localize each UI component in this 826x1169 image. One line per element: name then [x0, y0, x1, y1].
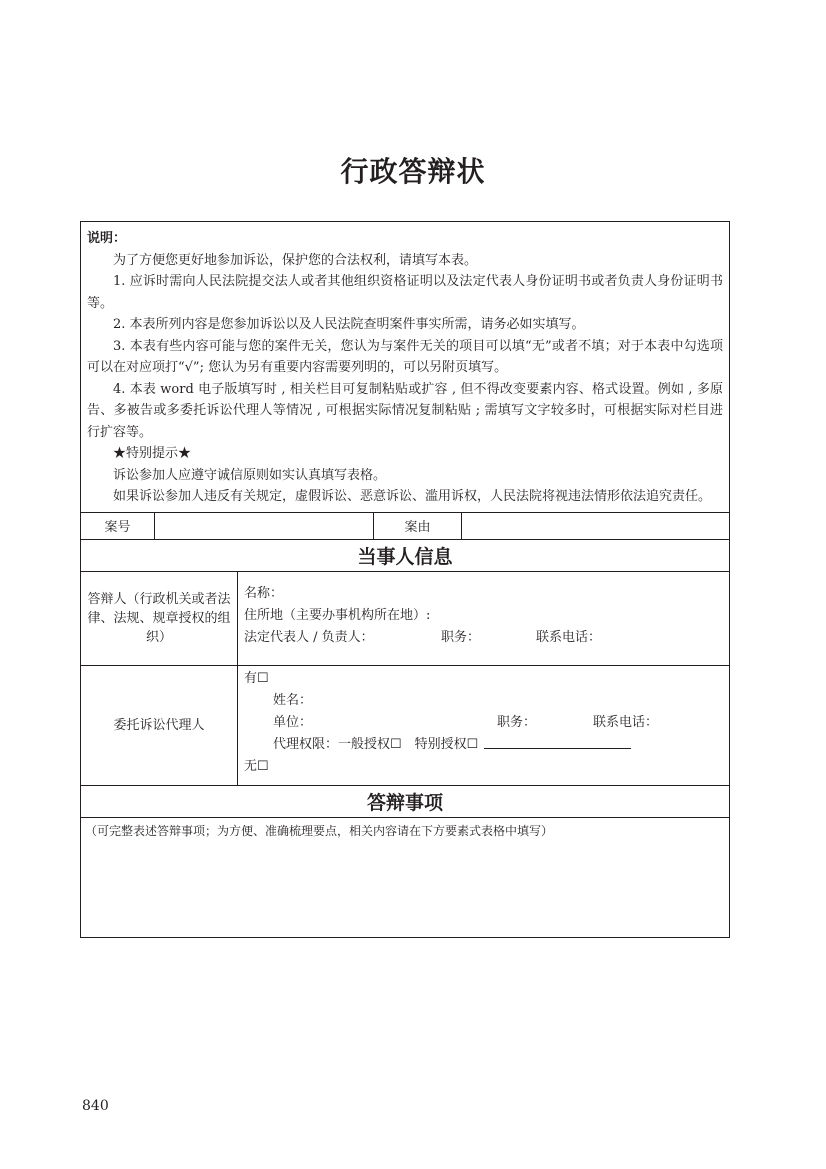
document-title: 行政答辩状 [340, 155, 486, 188]
respondent-fields [238, 572, 729, 665]
agent-phone-field[interactable]: 联系电话： [593, 714, 659, 730]
case-number-field[interactable] [154, 513, 373, 539]
case-number-label: 案号 [104, 520, 131, 535]
agent-position-field[interactable]: 职务： [497, 714, 537, 730]
instruction-paragraph: 2. 本表所列内容是您参加诉讼以及人民法院查明案件事实所需，请务必如实填写。 [113, 317, 585, 332]
reply-form-table [80, 221, 730, 938]
instructions-block [81, 222, 729, 512]
authority-blank-line[interactable] [484, 734, 631, 749]
agent-label: 委托诉讼代理人 [81, 666, 238, 785]
legal-rep-field[interactable]: 法定代表人 / 负责人： [244, 629, 374, 645]
reply-section-heading: 答辩事项 [81, 785, 729, 817]
instruction-paragraph: 4. 本表 word 电子版填写时 , 相关栏目可复制粘贴或扩容 , 但不得改变要素内容、格式设置。例如 , 多原告、多被告或多委托诉讼代理人等情况 , 可根据实际情况复制粘贴 ; 需填写文字较多时，可根据实际对栏目进行扩容等。 [87, 381, 723, 440]
page-number: 840 [82, 1098, 109, 1114]
case-cause-label: 案由 [373, 513, 461, 539]
instruction-paragraph: 3. 本表有些内容可能与您的案件无关，您认为与案件无关的项目可以填“无”或者不填；对于本表中勾选项可以在对应项打“√”; 您认为另有重要内容需要列明的，可以另附页填写。 [87, 338, 723, 375]
agent-no-checkbox[interactable]: 无☐ [244, 758, 269, 774]
reply-hint-text: （可完整表述答辩事项；为方便、准确梳理要点，相关内容请在下方要素式表格中填写） [85, 823, 554, 838]
reply-content-area[interactable] [81, 817, 729, 937]
case-info-row [81, 512, 729, 539]
case-cause-field[interactable] [461, 513, 729, 539]
agent-name-field[interactable]: 姓名： [273, 692, 313, 708]
instruction-paragraph: 为了方便您更好地参加诉讼，保护您的合法权利，请填写本表。 [113, 252, 478, 268]
respondent-address-field[interactable]: 住所地（主要办事机构所在地）: [244, 607, 431, 623]
party-section-heading: 当事人信息 [81, 539, 729, 571]
respondent-label: 答辩人（行政机关或者法律、法规、规章授权的组织） [81, 572, 238, 665]
respondent-position-field[interactable]: 职务： [441, 629, 481, 645]
instruction-paragraph: 如果诉讼参加人违反有关规定，虚假诉讼、恶意诉讼、滥用诉权，人民法院将视违法情形依法追究责任。 [113, 489, 712, 504]
respondent-phone-field[interactable]: 联系电话： [536, 629, 602, 645]
agent-authority-options[interactable] [273, 734, 478, 756]
respondent-name-field[interactable]: 名称： [244, 585, 284, 601]
special-notice-heading: ★特别提示★ [113, 446, 192, 461]
instructions-heading: 说明： [87, 231, 127, 246]
instruction-paragraph: 诉讼参加人应遵守诚信原则如实认真填写表格。 [113, 467, 387, 483]
agent-fields [238, 666, 729, 785]
agent-yes-checkbox[interactable]: 有☐ [244, 670, 269, 686]
agent-row [81, 665, 729, 785]
instruction-paragraph: 1. 应诉时需向人民法院提交法人或者其他组织资格证明以及法定代表人身份证明书或者负责人身份证明书等。 [87, 274, 723, 311]
agent-authority-label: 代理权限：一般授权☐ 特别授权☐ [273, 736, 479, 752]
respondent-row [81, 571, 729, 665]
agent-unit-field[interactable]: 单位： [273, 714, 313, 730]
